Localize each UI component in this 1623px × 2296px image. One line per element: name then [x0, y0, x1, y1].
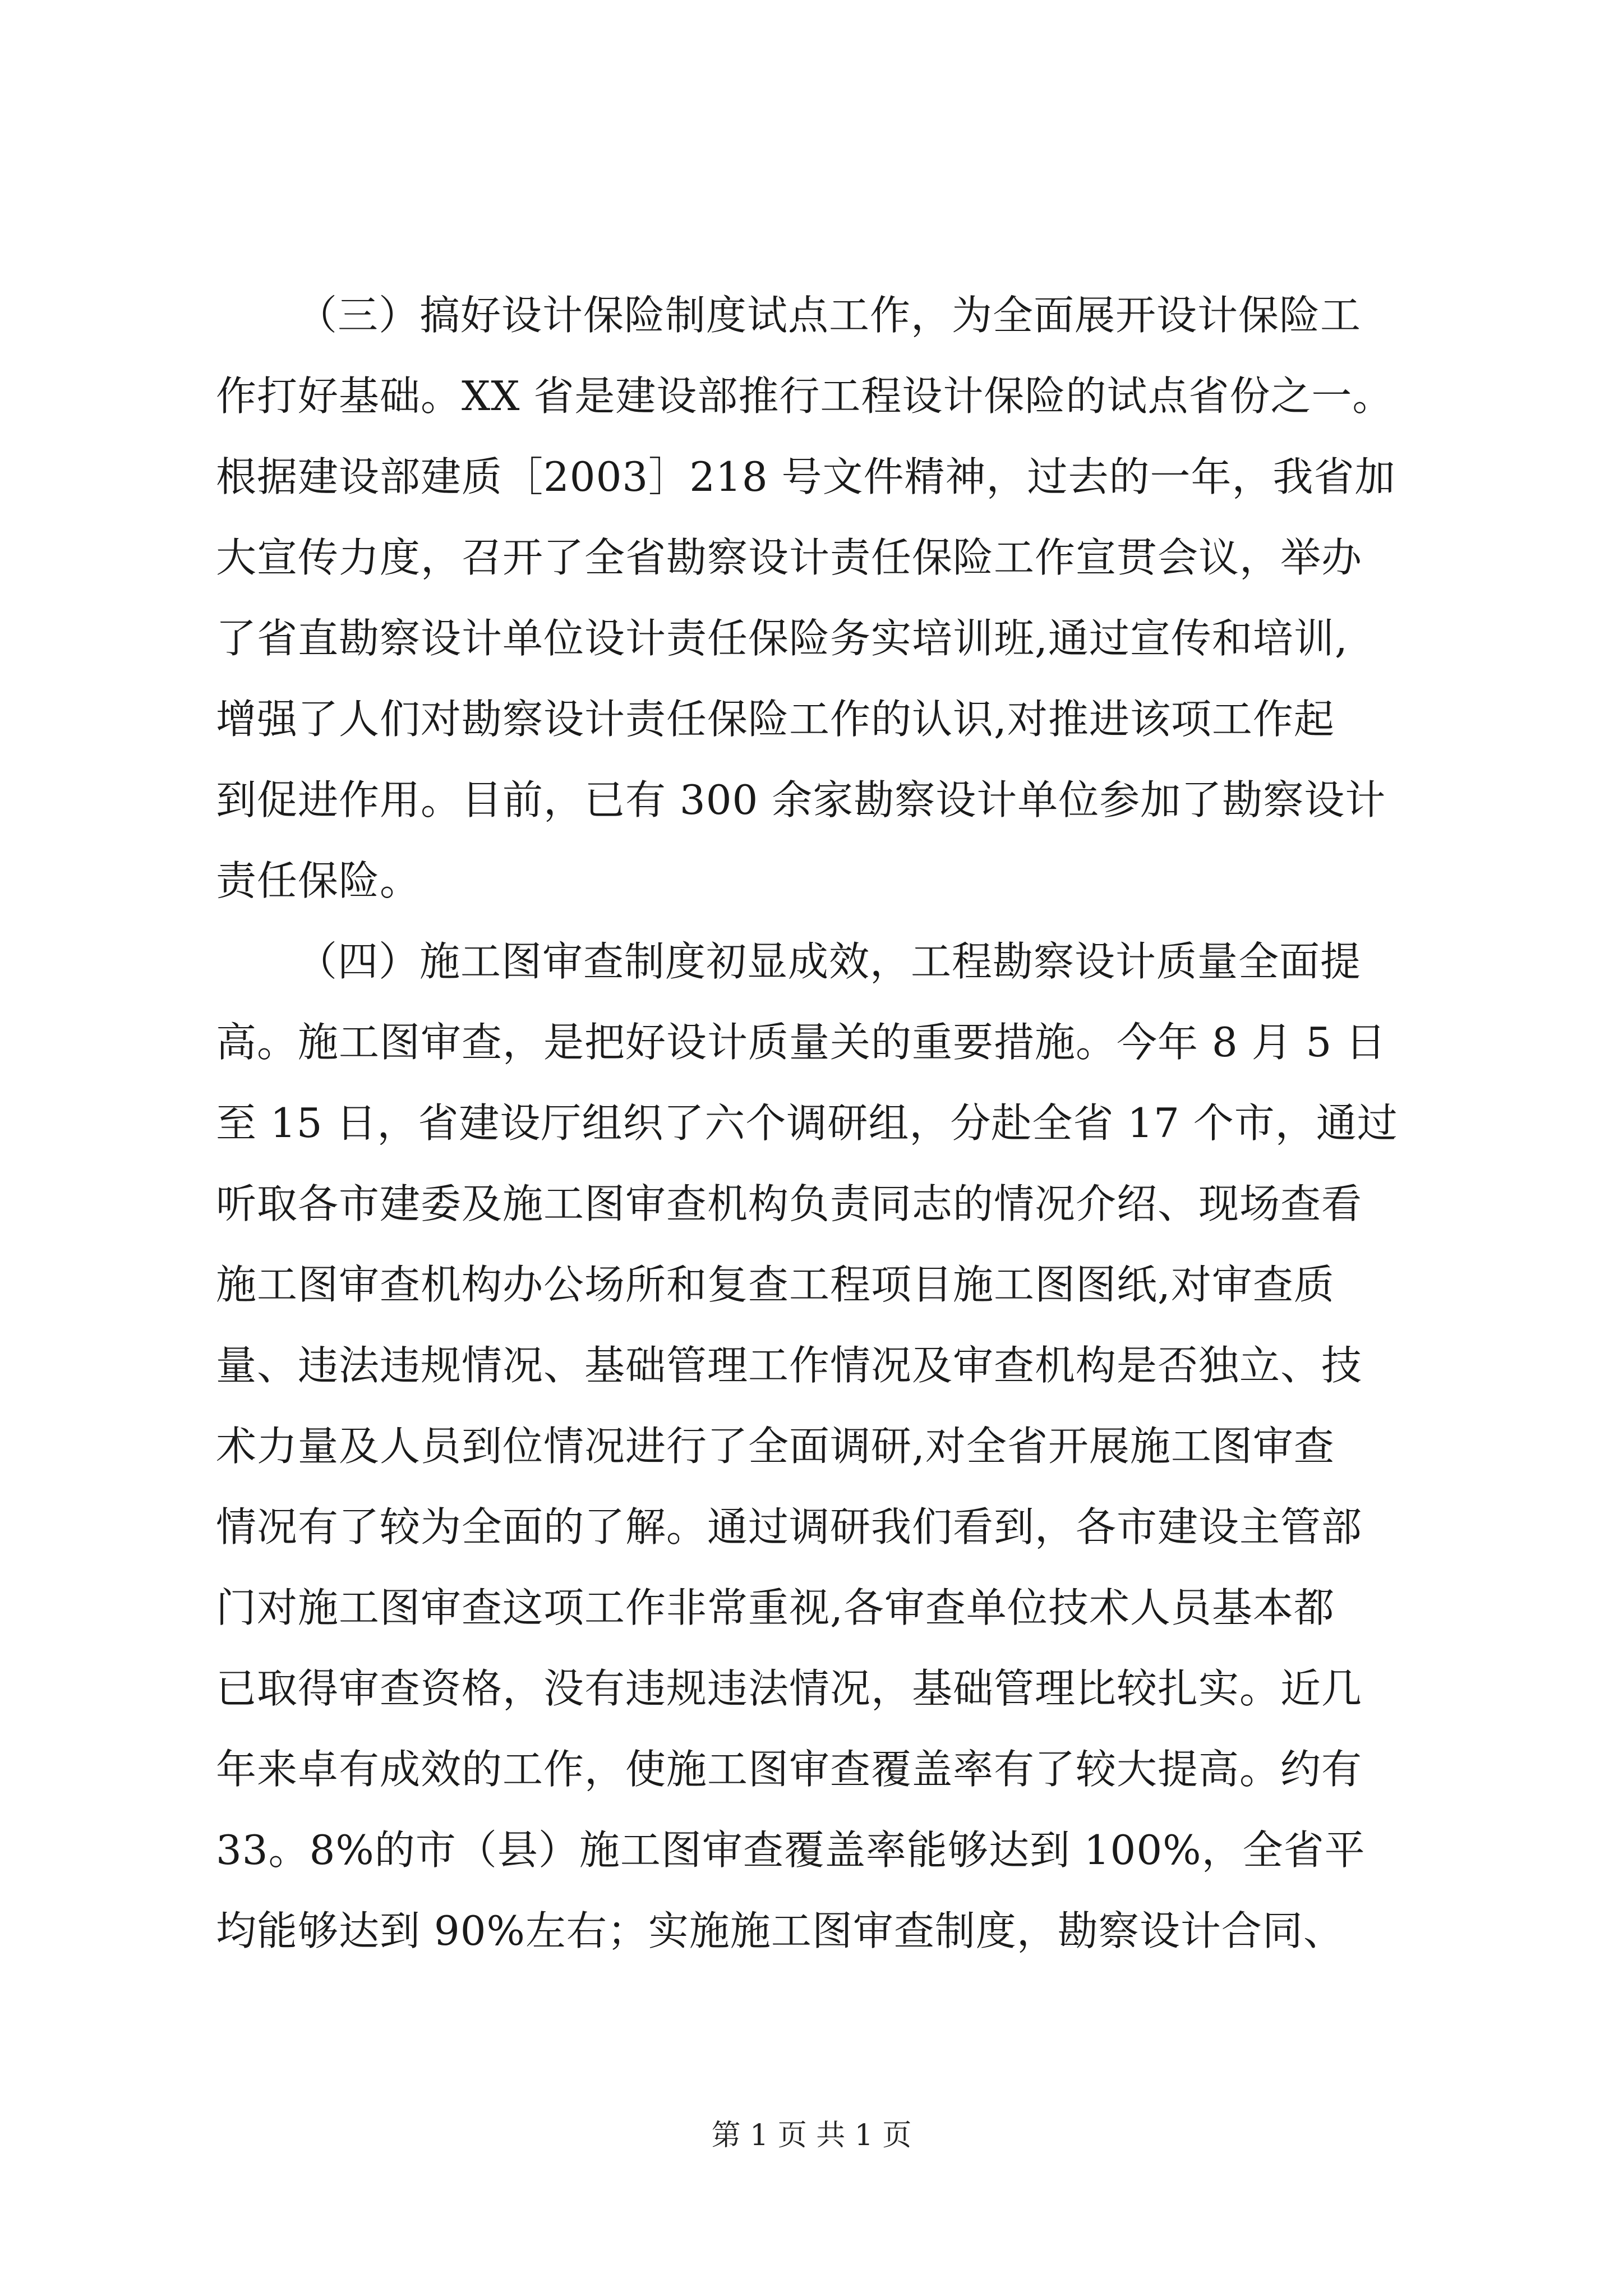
text-line: 门对施工图审查这项工作非常重视,各审查单位技术人员基本都 [216, 1584, 1335, 1631]
page-number-label: 第 1 页 共 1 页 [711, 2119, 912, 2152]
text-line: 大宣传力度，召开了全省勘察设计责任保险工作宣贯会议，举办 [216, 534, 1363, 581]
text-line: 到促进作用。目前，已有 300 余家勘察设计单位参加了勘察设计 [216, 776, 1386, 823]
document-body [216, 275, 1427, 1971]
text-line: 根据建设部建质［2003］218 号文件精神，过去的一年，我省加 [216, 453, 1396, 500]
text-line: 已取得审查资格，没有违规违法情况，基础管理比较扎实。近几 [216, 1665, 1363, 1712]
text-line: （三）搞好设计保险制度试点工作，为全面展开设计保险工 [297, 292, 1362, 339]
text-line: 情况有了较为全面的了解。通过调研我们看到，各市建设主管部 [216, 1503, 1363, 1550]
text-line: 责任保险。 [216, 857, 421, 904]
text-line: 至 15 日，省建设厅组织了六个调研组，分赴全省 17 个市，通过 [216, 1099, 1398, 1147]
text-line: 施工图审查机构办公场所和复查工程项目施工图图纸,对审查质 [216, 1261, 1335, 1308]
text-line: 了省直勘察设计单位设计责任保险务实培训班,通过宣传和培训, [216, 615, 1348, 662]
text-line: 年来卓有成效的工作，使施工图审查覆盖率有了较大提高。约有 [216, 1746, 1363, 1793]
text-line: 33。8%的市（县）施工图审查覆盖率能够达到 100%，全省平 [216, 1826, 1366, 1874]
paragraph-4 [216, 921, 1427, 1971]
paragraph-3 [216, 275, 1427, 921]
text-line: 高。施工图审查，是把好设计质量关的重要措施。今年 8 月 5 日 [216, 1019, 1387, 1066]
text-line: 均能够达到 90%左右；实施施工图审查制度，勘察设计合同、 [216, 1907, 1344, 1954]
page-footer [0, 2118, 1623, 2154]
text-line: 量、违法违规情况、基础管理工作情况及审查机构是否独立、技 [216, 1342, 1363, 1389]
text-line: 听取各市建委及施工图审查机构负责同志的情况介绍、现场查看 [216, 1180, 1363, 1227]
text-line: 作打好基础。XX 省是建设部推行工程设计保险的试点省份之一。 [216, 372, 1394, 420]
text-line: （四）施工图审查制度初显成效，工程勘察设计质量全面提 [297, 938, 1362, 985]
text-line: 增强了人们对勘察设计责任保险工作的认识,对推进该项工作起 [216, 696, 1335, 743]
text-line: 术力量及人员到位情况进行了全面调研,对全省开展施工图审查 [216, 1423, 1335, 1470]
